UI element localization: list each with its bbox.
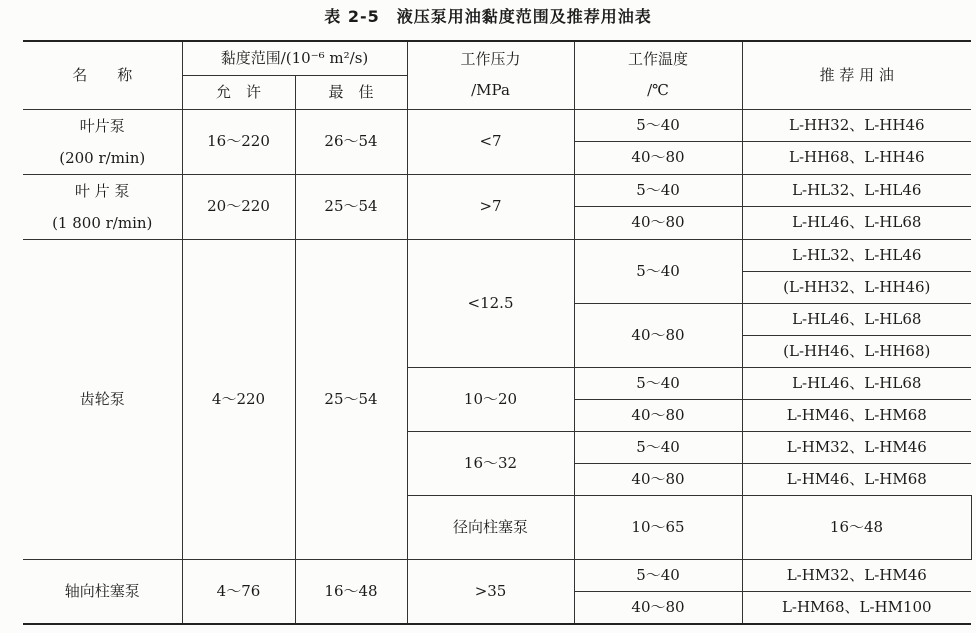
temperature-cell: 5～40 [574, 174, 742, 207]
allowed-cell: 4～76 [182, 559, 295, 624]
optimal-cell: 26～54 [295, 109, 407, 174]
temperature-cell: 5～40 [574, 367, 742, 399]
header-viscosity-range: 黏度范围/(10⁻⁶ m²/s) [182, 41, 407, 75]
pump-name: 叶 片 泵 [74, 181, 130, 200]
oil-cell: L-HH68、L-HH46 [742, 142, 971, 175]
allowed-cell: 20～220 [182, 174, 295, 239]
temperature-cell: 5～40 [574, 109, 742, 142]
header-pressure-label: 工作压力 [460, 50, 521, 69]
optimal-cell: 16～48 [742, 495, 971, 559]
pump-name-axial: 轴向柱塞泵 [23, 559, 182, 624]
pump-name-gear: 齿轮泵 [23, 239, 182, 559]
table-row [23, 559, 971, 591]
temperature-cell: 40～80 [574, 399, 742, 431]
header-pressure [407, 41, 574, 109]
temperature-cell: 40～80 [574, 591, 742, 624]
optimal-cell: 16～48 [295, 559, 407, 624]
table-row [23, 239, 971, 271]
oil-cell: L-HL32、L-HL46 [742, 174, 971, 207]
header-pressure-unit: /MPa [471, 81, 510, 100]
allowed-cell: 16～220 [182, 109, 295, 174]
temperature-cell: 5～40 [574, 431, 742, 463]
header-name: 名 称 [23, 41, 182, 109]
oil-cell-alt: (L-HH46、L-HH68) [742, 335, 971, 367]
temperature-cell: 40～80 [574, 142, 742, 175]
optimal-cell: 25～54 [295, 174, 407, 239]
pressure-cell: 10～20 [407, 367, 574, 431]
pressure-cell: <7 [407, 109, 574, 174]
pump-speed: (200 r/min) [59, 148, 146, 167]
optimal-cell: 25～54 [295, 239, 407, 559]
pump-name-radial: 径向柱塞泵 [407, 495, 574, 559]
pump-name-vane-low [23, 109, 182, 174]
temperature-cell: 40～80 [574, 207, 742, 240]
oil-cell: L-HL46、L-HL68 [742, 207, 971, 240]
allowed-cell: 4～220 [182, 239, 295, 559]
header-allowed: 允 许 [182, 75, 295, 109]
table-row [23, 174, 971, 207]
pressure-cell: >7 [407, 174, 574, 239]
oil-cell: L-HL32、L-HL46 [742, 239, 971, 271]
oil-cell: L-HM46、L-HM68 [742, 399, 971, 431]
pressure-cell: >35 [407, 559, 574, 624]
pump-name-vane-high [23, 174, 182, 239]
allowed-cell: 10～65 [574, 495, 742, 559]
temperature-cell: 5～40 [574, 559, 742, 591]
pump-name: 叶片泵 [79, 116, 125, 135]
oil-cell: L-HL46、L-HL68 [742, 367, 971, 399]
header-temperature-unit: /℃ [647, 81, 669, 100]
table-caption: 表 2-5 液压泵用油黏度范围及推荐用油表 [324, 7, 652, 26]
header-optimal: 最 佳 [295, 75, 407, 109]
pressure-cell: 16～32 [407, 431, 574, 495]
pump-speed: (1 800 r/min) [52, 213, 153, 232]
header-temperature-label: 工作温度 [628, 50, 689, 69]
header-temperature [574, 41, 742, 109]
temperature-cell: 40～80 [574, 463, 742, 495]
pressure-cell: <12.5 [407, 239, 574, 367]
header-recommended-oil: 推 荐 用 油 [742, 41, 971, 109]
oil-cell: L-HM68、L-HM100 [742, 591, 971, 624]
oil-cell: L-HM32、L-HM46 [742, 559, 971, 591]
pump-oil-table [23, 40, 971, 625]
oil-cell: L-HM46、L-HM68 [742, 463, 971, 495]
oil-cell: L-HH32、L-HH46 [742, 109, 971, 142]
temperature-cell: 5～40 [574, 239, 742, 303]
oil-cell: L-HL46、L-HL68 [742, 303, 971, 335]
table-row [23, 109, 971, 142]
oil-cell: L-HM32、L-HM46 [742, 431, 971, 463]
temperature-cell: 40～80 [574, 303, 742, 367]
oil-cell-alt: (L-HH32、L-HH46) [742, 271, 971, 303]
